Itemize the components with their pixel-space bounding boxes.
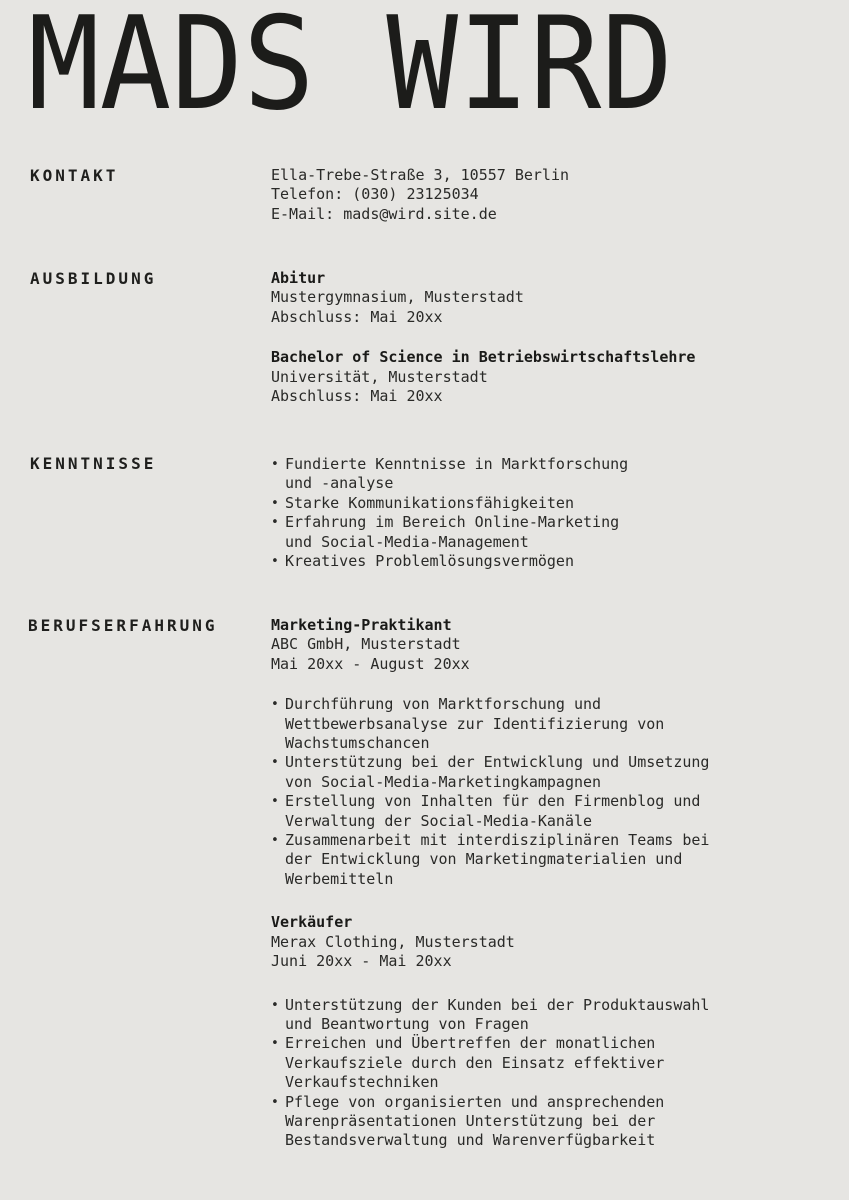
education-block <box>271 269 695 406</box>
job-duties-list <box>271 695 709 889</box>
education-institution: Universität, Musterstadt <box>271 367 488 386</box>
job-date: Mai 20xx - August 20xx <box>271 654 470 673</box>
education-date: Abschluss: Mai 20xx <box>271 307 443 326</box>
list-item: • Zusammenarbeit mit interdisziplinären Teams bei der Entwicklung von Marketingmaterialien und Werbemitteln <box>271 831 709 889</box>
job-company: ABC GmbH, Musterstadt <box>271 635 461 654</box>
job-company: Merax Clothing, Musterstadt <box>271 932 515 951</box>
contact-phone: Telefon: (030) 23125034 <box>271 185 479 204</box>
experience-block <box>271 616 709 1151</box>
section-label-kontakt: KONTAKT <box>30 166 119 185</box>
education-title: Bachelor of Science in Betriebswirtschaftslehre <box>271 348 696 367</box>
education-title: Abitur <box>271 269 326 287</box>
contact-address: Ella-Trebe-Straße 3, 10557 Berlin <box>271 166 570 184</box>
contact-email: E-Mail: mads@wird.site.de <box>271 204 497 223</box>
job-date: Juni 20xx - Mai 20xx <box>271 952 452 971</box>
list-item: • Fundierte Kenntnisse in Marktforschung und -analyse <box>271 455 628 494</box>
list-item: • Unterstützung bei der Entwicklung und Umsetzung von Social-Media-Marketingkampagnen <box>271 753 709 792</box>
section-label-berufserfahrung: BERUFSERFAHRUNG <box>28 616 218 635</box>
job-duties-list <box>271 996 709 1151</box>
skills-list <box>271 455 628 571</box>
list-item: • Erstellung von Inhalten für den Firmenblog und Verwaltung der Social-Media-Kanäle <box>271 792 709 831</box>
resume-name: MADS WIRD <box>28 0 674 139</box>
contact-block <box>271 166 569 224</box>
list-item: • Pflege von organisierten und ansprechenden Warenpräsentationen Unterstützung bei der Bestandsverwaltung und Warenverfügbarkeit <box>271 1093 709 1151</box>
list-item: • Kreatives Problemlösungsvermögen <box>271 552 628 571</box>
skills-block <box>271 455 628 571</box>
job-title: Verkäufer <box>271 913 353 932</box>
list-item: • Erreichen und Übertreffen der monatlichen Verkaufsziele durch den Einsatz effektiver Verkaufstechniken <box>271 1034 709 1092</box>
education-institution: Mustergymnasium, Musterstadt <box>271 288 524 307</box>
list-item: • Unterstützung der Kunden bei der Produktauswahl und Beantwortung von Fragen <box>271 996 709 1035</box>
education-date: Abschluss: Mai 20xx <box>271 387 443 406</box>
list-item: • Durchführung von Marktforschung und Wettbewerbsanalyse zur Identifizierung von Wachstumschancen <box>271 695 709 753</box>
job-title: Marketing-Praktikant <box>271 616 452 634</box>
list-item: • Erfahrung im Bereich Online-Marketing und Social-Media-Management <box>271 513 628 552</box>
section-label-kenntnisse: KENNTNISSE <box>30 454 157 473</box>
list-item: • Starke Kommunikationsfähigkeiten <box>271 494 628 513</box>
section-label-ausbildung: AUSBILDUNG <box>30 269 157 288</box>
